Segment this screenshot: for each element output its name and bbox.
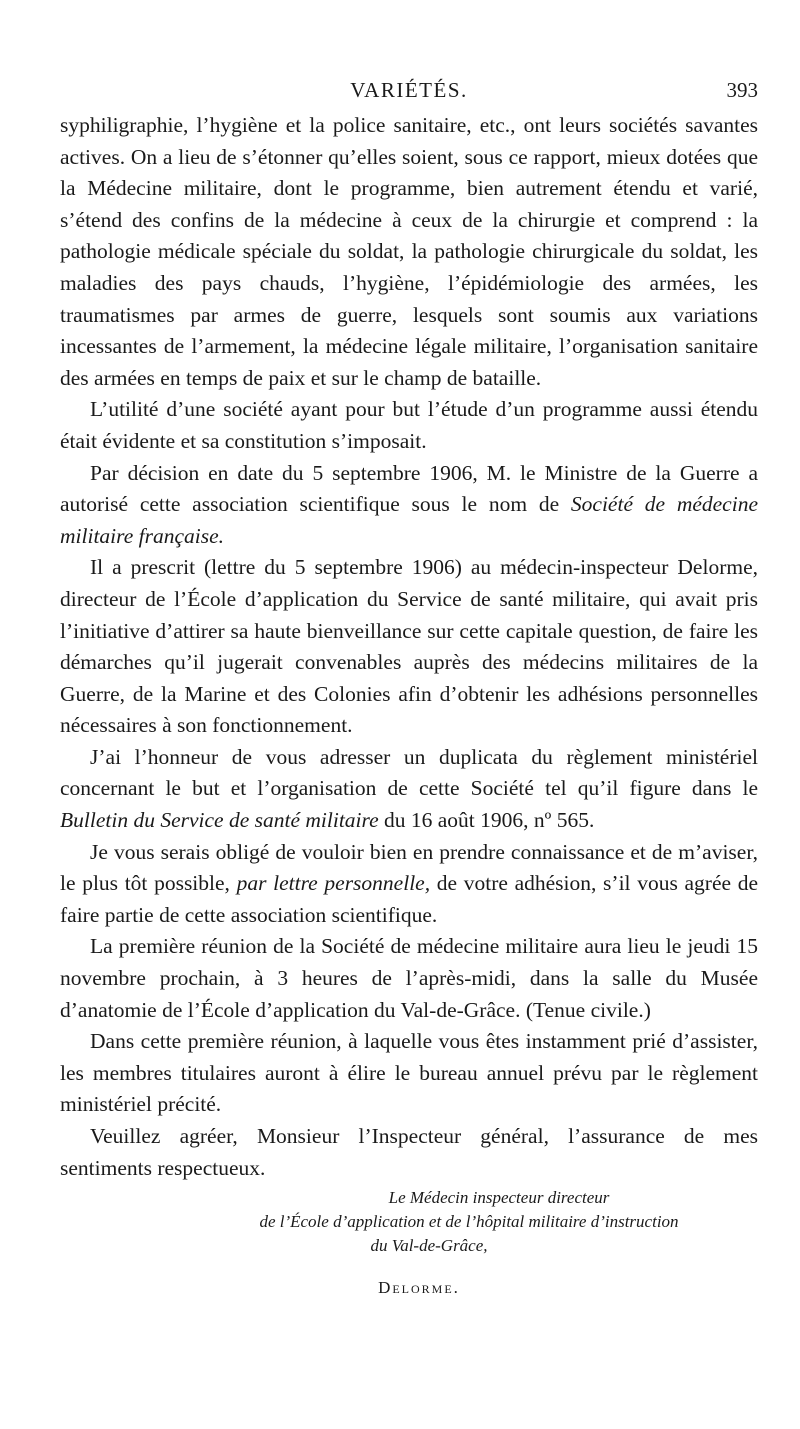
running-head [60, 78, 758, 110]
paragraph-3-text: Par décision en date du 5 septembre 1906, M. le Ministre de la Guerre a autorisé cette association scientifique sous le nom de [60, 460, 758, 517]
paragraph-2: L’utilité d’une société ayant pour but l’étude d’un programme aussi étendu était évidente et sa constitution s’imposait. [60, 397, 758, 453]
paragraph-6-text-a: Je vous serais obligé de vouloir bien en prendre connaissance et de m’aviser, le plus tôt possible, [60, 839, 758, 896]
body-text [60, 110, 758, 1184]
paragraph-5 [60, 742, 758, 837]
paragraph-7: La première réunion de la Société de médecine militaire aura lieu le jeudi 15 novembre prochain, à 3 heures de l’après-midi, dans la salle du Musée d’anatomie de l’École d’application du Val-de-Grâce. (Tenue civile.) [60, 934, 758, 1022]
society-name: Société de médecine militaire française. [60, 492, 758, 548]
signature-title-line: Le Médecin inspecteur directeur [388, 1188, 610, 1208]
paragraph-3 [60, 458, 758, 553]
paragraph-1: syphiligraphie, l’hygiène et la police sanitaire, etc., ont leurs sociétés savantes actives. On a lieu de s’étonner qu’elles soient, sous ce rapport, mieux dotées que la Médecine militaire, dont le programme, bien autrement étendu et varié, s’étend des confins de la médecine à ceux de la chirurgie et comprend : la pathologie médicale spéciale du soldat, la pathologie chirurgicale du soldat, les maladies des pays chauds, l’hygiène, l’épidémiologie des armées, les traumatismes par armes de guerre, lesquels sont soumis aux variations incessantes de l’armement, la médecine légale militaire, l’organisation sanitaire des armées en temps de paix et sur le champ de bataille. [60, 113, 758, 390]
bulletin-title: Bulletin du Service de santé militaire [60, 808, 379, 833]
paragraph-5-text-b: du 16 août 1906, nº 565. [378, 808, 595, 833]
running-title: VARIÉTÉS. [350, 78, 468, 102]
paragraph-6-text-b: de votre adhésion, s’il vous agrée de faire partie de cette association scientifique. [60, 871, 758, 927]
paragraph-5-text-a: J’ai l’honneur de vous adresser un duplicata du règlement ministériel concernant le but et l’organisation de cette Société tel qu’il figure dans le [60, 744, 758, 801]
paragraph-6 [60, 837, 758, 932]
signature-institution-line: de l’École d’application et de l’hôpital militaire d’instruction [259, 1212, 679, 1232]
page [60, 78, 758, 1298]
paragraph-4: Il a prescrit (lettre du 5 septembre 1906) au médecin-inspecteur Delorme, directeur de l’École d’application du Service de santé militaire, qui avait pris l’initiative d’attirer sa haute bienveillance sur cette capitale question, de faire les démarches qu’il jugerait convenables auprès des médecins militaires de la Guerre, de la Marine et des Colonies afin d’obtenir les adhésions personnelles nécessaires à son fonctionnement. [60, 555, 758, 738]
lettre-personnelle: par lettre personnelle, [236, 871, 431, 896]
signature-block [60, 1186, 758, 1258]
page-number: 393 [726, 78, 758, 102]
paragraph-9: Veuillez agréer, Monsieur l’Inspecteur général, l’assurance de mes sentiments respectueux. [60, 1124, 758, 1180]
signer-name: Delorme. [378, 1278, 460, 1298]
signature-place-line: du Val-de-Grâce, [370, 1236, 488, 1256]
paragraph-8: Dans cette première réunion, à laquelle vous êtes instamment prié d’assister, les membres titulaires auront à élire le bureau annuel prévu par le règlement ministériel précité. [60, 1029, 758, 1117]
